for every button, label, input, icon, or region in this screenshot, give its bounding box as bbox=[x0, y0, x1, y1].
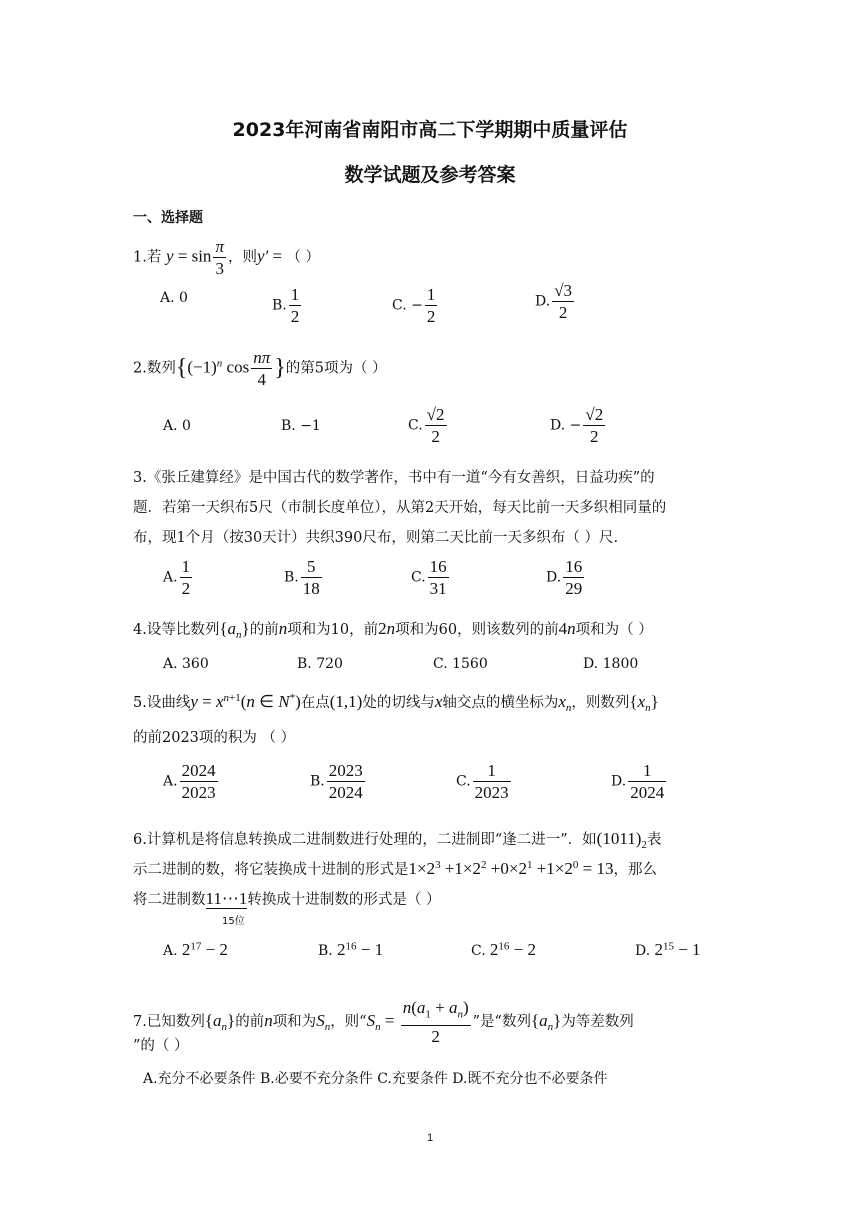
q3-line-3: 布，现1个月（按30天计）共织390尺布，则第二天比前一天多织布（ ）尺. bbox=[133, 530, 619, 546]
q2-option-c: C. $\frac{√2}{2}$ bbox=[408, 405, 445, 446]
q6-option-b: B. $2^{16} - 1$ bbox=[318, 940, 384, 959]
q6-line-2: 示二进制的数，将它装换成十进制的形式是$1\times 2^3 +1\times 2^2 +0\times 2^1 +1\times 2^0 = 13$，那么 bbox=[133, 859, 657, 878]
brace-label: 15位 bbox=[222, 916, 245, 927]
q5-option-a: A. $\frac{2024}{2023}$ bbox=[163, 761, 216, 802]
q7-options: A.充分不必要条件 B.必要不充分条件 C.充要条件 D.既不充分也不必要条件 bbox=[143, 1071, 608, 1087]
question-4: 4.设等比数列$\{a_n\}$的前n项和为10，前2n项和为60，则该数列的前4n项和为（ ） bbox=[133, 619, 653, 641]
q4-option-c: C. 1560 bbox=[433, 656, 488, 672]
q3-option-d: D. $\frac{16}{29}$ bbox=[546, 557, 583, 598]
q5-line-2: 的前2023项的积为 （ ） bbox=[133, 730, 296, 746]
question-5: 5.设曲线$y = x^{n+1}(n$ ∈ N*)在点(1,1)处的切线与x轴交点的横坐标为$x_n$，则数列$\{x_n\}$ bbox=[133, 692, 659, 714]
question-1: 1.若 y = sin $\frac{\pi}{3}$ ，则y′ = （ ） bbox=[133, 237, 320, 278]
q2-option-b: B. −1 bbox=[281, 418, 321, 434]
q3-option-c: C. $\frac{16}{31}$ bbox=[411, 557, 447, 598]
q6-option-a: A. $2^{17} - 2$ bbox=[163, 940, 228, 959]
q1-option-c: C. − $\frac{1}{2}$ bbox=[392, 285, 436, 326]
q6-line-3: 将二进制数11⋯1转换成十进制数的形式是（ ） bbox=[133, 889, 441, 908]
q1-option-a: A. 0 bbox=[160, 290, 188, 306]
q1-option-d: D. $\frac{√3}{2}$ bbox=[535, 281, 573, 322]
q4-option-d: D. 1800 bbox=[583, 656, 639, 672]
section-heading: 一、选择题 bbox=[133, 210, 203, 226]
q3-option-b: B. $\frac{5}{18}$ bbox=[284, 557, 320, 598]
q5-option-d: D. $\frac{1}{2024}$ bbox=[611, 761, 665, 802]
page-title: 2023年河南省南阳市高二下学期期中质量评估 bbox=[232, 119, 628, 141]
q7-line-2: ”的（ ） bbox=[133, 1038, 189, 1054]
page-number: 1 bbox=[426, 1132, 434, 1144]
q6-option-d: D. $2^{15} - 1$ bbox=[635, 940, 701, 959]
q6-line-1: 6.计算机是将信息转换成二进制数进行处理的，二进制即“逢二进一”．如$(1011)_2$表 bbox=[133, 829, 662, 851]
q4-option-b: B. 720 bbox=[297, 656, 343, 672]
q1-option-b: B. $\frac{1}{2}$ bbox=[272, 285, 300, 326]
q3-line-1: 3.《张丘建算经》是中国古代的数学著作，书中有一道“今有女善织，日益功疾”的 bbox=[133, 470, 655, 486]
q6-option-c: C. $2^{16} - 2$ bbox=[471, 940, 537, 959]
q2-option-a: A. 0 bbox=[163, 418, 191, 434]
q5-option-b: B. $\frac{2023}{2024}$ bbox=[310, 761, 363, 802]
q2-option-d: D. − $\frac{√2}{2}$ bbox=[550, 405, 604, 446]
q5-option-c: C. $\frac{1}{2023}$ bbox=[456, 761, 509, 802]
q4-option-a: A. 360 bbox=[163, 656, 209, 672]
question-2: 2.数列{$(-1)^n$ cos $\frac{n\pi}{4}$ }的第5项为（ ） bbox=[133, 348, 387, 389]
q3-option-a: A. $\frac{1}{2}$ bbox=[163, 557, 191, 598]
question-7: 7.已知数列$\{a_n\}$的前n项和为$S_n$，则“$S_n$ = $\frac{n(a_1 + a_n)}{2}$ ”是“数列$\{a_n\}$为等差数列 bbox=[133, 998, 634, 1047]
q3-line-2: 题．若第一天织布5尺（市制长度单位），从第2天开始，每天比前一天多织相同量的 bbox=[133, 500, 667, 516]
page-subtitle: 数学试题及参考答案 bbox=[344, 164, 516, 186]
